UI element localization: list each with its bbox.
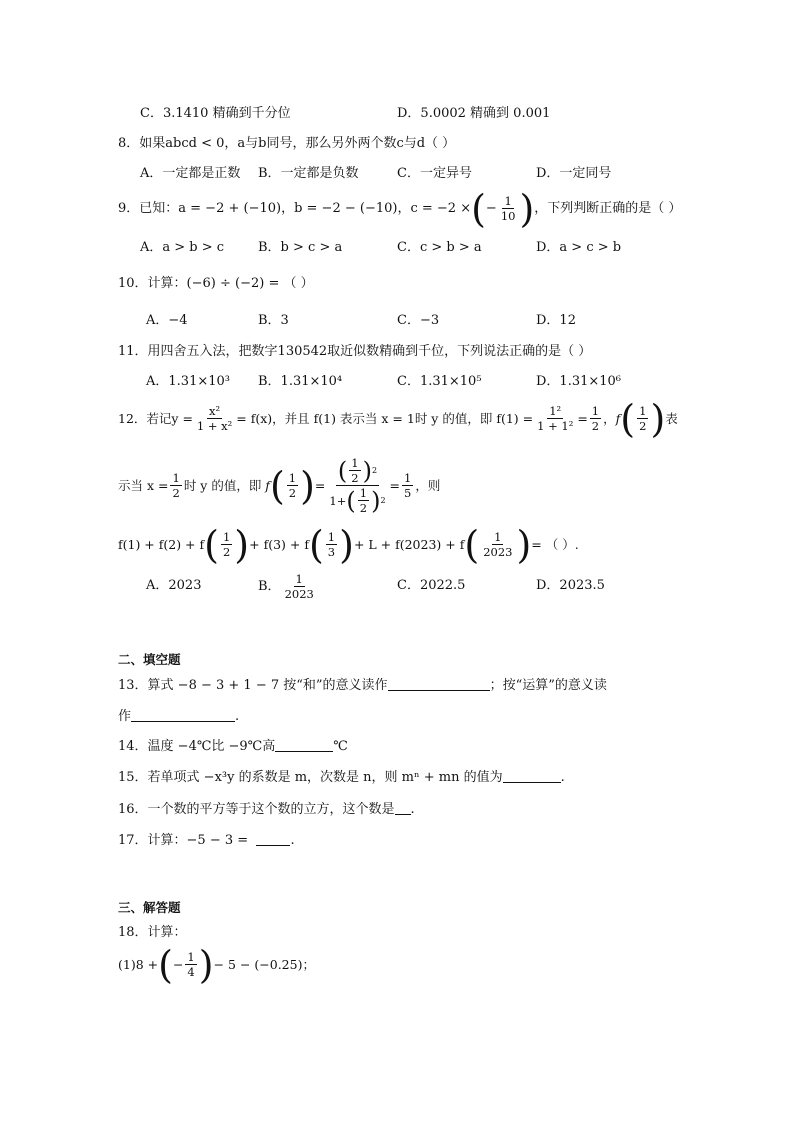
q12-big-frac-den bbox=[327, 486, 387, 515]
q12-line-2 bbox=[118, 456, 440, 515]
q12-paren2-open: ( bbox=[269, 463, 285, 508]
q12-sum-d: = （ ）. bbox=[531, 536, 579, 552]
q7-option-d: D．5.0002 精确到 0.001 bbox=[397, 106, 551, 121]
q12-sum-c: + L + f(2023) + f bbox=[353, 536, 465, 552]
q12-frac-half-d-num: 1 bbox=[288, 471, 297, 485]
q9-paren-open: ( bbox=[471, 186, 486, 231]
q12-eq3: = bbox=[389, 477, 401, 493]
q12-frac-half-d-den: 2 bbox=[288, 486, 297, 500]
q12-paren-open: ( bbox=[620, 396, 636, 441]
q12-frac-half-c-den: 2 bbox=[172, 486, 180, 500]
q12-option-b bbox=[258, 572, 318, 601]
q12-line1-end: 表 bbox=[665, 410, 678, 426]
q12-big-fraction bbox=[327, 456, 387, 515]
q12-eq2: = bbox=[314, 477, 326, 493]
q12-sum-b: + f(3) + f bbox=[249, 536, 309, 552]
q9-frac-den: 10 bbox=[500, 209, 516, 223]
q12-bf-po2: ( bbox=[346, 486, 356, 515]
q18-expr-b: − 5 − (−0.25)； bbox=[213, 956, 315, 972]
q12-frac-x2-den: 1 + x² bbox=[196, 419, 233, 433]
q18-expr bbox=[118, 942, 315, 987]
q9-frac-num: 1 bbox=[504, 194, 512, 208]
q18-label: 18．计算： bbox=[118, 925, 187, 940]
q12-eq: = bbox=[577, 410, 588, 426]
q9-minus: − bbox=[485, 200, 497, 216]
q9-paren-close: ) bbox=[519, 186, 535, 231]
q12-option-b-label: B． bbox=[258, 578, 281, 594]
q8-option-a: A．一定都是正数 bbox=[140, 166, 241, 181]
q12-frac-2023-num: 1 bbox=[494, 530, 502, 544]
q12-comma: ，f bbox=[603, 410, 621, 426]
q12-option-b-den: 2023 bbox=[284, 587, 314, 601]
q18-frac-den: 4 bbox=[187, 965, 195, 979]
q12-f2: f bbox=[261, 477, 270, 493]
q8-option-c: C．一定异号 bbox=[397, 166, 472, 181]
q13-text-b: ；按“运算”的意义读 bbox=[489, 678, 607, 693]
q12-s-pc2: ) bbox=[339, 522, 354, 567]
q12-option-a: A．2023 bbox=[146, 578, 202, 593]
q12-bf-sq: 2 bbox=[371, 465, 378, 475]
q12-frac-half-a-den: 2 bbox=[591, 419, 600, 433]
q12-s-po2: ( bbox=[308, 522, 324, 567]
q12-frac-half-f-den: 2 bbox=[359, 501, 368, 515]
q12-line-3 bbox=[118, 522, 579, 567]
q13-text-c: 作 bbox=[118, 709, 132, 724]
q12-frac-x2-num: x² bbox=[209, 404, 221, 418]
q12-paren-close: ) bbox=[650, 396, 666, 441]
q12-frac-1 bbox=[535, 404, 575, 433]
q18-paren-open: ( bbox=[158, 942, 173, 987]
q12-sum-a: f(1) + f(2) + f bbox=[118, 536, 205, 552]
q18-expr-a: (1)8 + bbox=[118, 956, 159, 972]
q12-frac-1-num: 1² bbox=[549, 404, 562, 418]
q14-text-a: 14．温度 −4℃比 −9℃高 bbox=[118, 739, 276, 754]
q12-s-po3: ( bbox=[464, 522, 480, 567]
q12-frac-half-g-num: 1 bbox=[222, 530, 231, 544]
q9-option-a: A．a > b > c bbox=[140, 240, 225, 255]
q14-text-b: ℃ bbox=[333, 739, 348, 754]
q12-frac-half-g-den: 2 bbox=[222, 545, 231, 559]
q12-frac-third-den: 3 bbox=[327, 545, 336, 559]
q16-text-b: . bbox=[410, 802, 415, 817]
q13-text-d: . bbox=[235, 709, 240, 724]
q16 bbox=[118, 800, 415, 820]
q12-big-frac-num bbox=[336, 456, 379, 486]
q12-s-po1: ( bbox=[204, 522, 219, 567]
q12-frac-fifth-num: 1 bbox=[404, 471, 412, 485]
q16-blank[interactable] bbox=[395, 800, 411, 815]
q12-bf-pc2: ) bbox=[371, 486, 381, 515]
q18-minus: − bbox=[172, 956, 184, 972]
q15-blank[interactable] bbox=[503, 768, 561, 783]
q12-frac-third bbox=[326, 530, 337, 559]
q12-bf-pc: ) bbox=[362, 456, 372, 485]
q12-line-1 bbox=[118, 396, 678, 441]
q12-bf-one: 1+ bbox=[329, 493, 347, 508]
q17 bbox=[118, 831, 295, 851]
q9-stem-pre: 9．已知：a = −2 + (−10)，b = −2 − (−10)，c = −2 × bbox=[118, 200, 472, 216]
q13-text-a: 13．算式 −8 − 3 + 1 − 7 按“和”的意义读作 bbox=[118, 678, 388, 693]
q11-option-a: A．1.31×10³ bbox=[146, 374, 230, 389]
q12-s-pc1: ) bbox=[234, 522, 250, 567]
q12-frac-half-g bbox=[221, 530, 232, 559]
q9-stem-post: ，下列判断正确的是（ ） bbox=[534, 200, 682, 216]
q12-frac-half-f-num: 1 bbox=[359, 486, 368, 500]
q16-text-a: 16．一个数的平方等于这个数的立方，这个数是 bbox=[118, 802, 395, 817]
q12-part1: y = bbox=[171, 410, 193, 426]
q11-option-b: B．1.31×10⁴ bbox=[258, 374, 343, 389]
q12-frac-x2 bbox=[195, 404, 234, 433]
q12-frac-half-a bbox=[590, 404, 601, 433]
q9-option-b: B．b > c > a bbox=[258, 240, 343, 255]
q15 bbox=[118, 768, 565, 788]
q14-blank[interactable] bbox=[275, 737, 333, 752]
q12-frac-fifth bbox=[402, 471, 413, 500]
q12-bf-sq2: 2 bbox=[380, 495, 386, 505]
q13-line-2 bbox=[118, 707, 239, 727]
q7-option-c: C．3.1410 精确到千分位 bbox=[140, 106, 291, 121]
q9-option-d: D．a > c > b bbox=[536, 240, 622, 255]
q12-option-b-frac bbox=[283, 572, 316, 601]
q12-s-pc3: ) bbox=[516, 522, 532, 567]
q12-option-d: D．2023.5 bbox=[536, 578, 605, 593]
q12-line2-end: ，则 bbox=[415, 477, 441, 493]
q12-frac-half-f bbox=[358, 486, 369, 515]
q13-blank-1[interactable] bbox=[388, 676, 490, 691]
q18-paren-close: ) bbox=[198, 942, 214, 987]
q14 bbox=[118, 737, 348, 757]
q12-frac-half-d bbox=[287, 471, 298, 500]
q12-bf-po: ( bbox=[337, 456, 348, 485]
q11-option-c: C．1.31×10⁵ bbox=[397, 374, 482, 389]
q13-blank-2[interactable] bbox=[131, 707, 235, 722]
section-fill-in: 二、填空题 bbox=[118, 652, 181, 667]
q12-fx: = f(x)，并且 f(1) 表示当 x = 1时 y 的值，即 f(1) = bbox=[236, 410, 534, 426]
q12-frac-half-a-num: 1 bbox=[591, 404, 600, 418]
q8-stem: 8．如果abcd < 0，a与b同号，那么另外两个数c与d（ ） bbox=[118, 136, 456, 151]
q10-option-b: B．3 bbox=[258, 313, 289, 328]
q12-frac-half-e-den: 2 bbox=[351, 471, 359, 485]
q12-frac-half-c bbox=[170, 471, 181, 500]
q18-frac-num: 1 bbox=[187, 950, 195, 964]
q10-option-d: D．12 bbox=[536, 313, 576, 328]
q11-stem: 11．用四舍五入法，把数字130542取近似数精确到千位，下列说法正确的是（ ） bbox=[118, 344, 592, 359]
q17-blank[interactable] bbox=[256, 831, 290, 846]
q15-text-b: . bbox=[560, 770, 565, 785]
q12-frac-half-b-num: 1 bbox=[639, 404, 647, 418]
q12-frac-half-e bbox=[349, 456, 360, 485]
q17-text-b: . bbox=[290, 833, 295, 848]
q13-line-1 bbox=[118, 676, 607, 696]
q10-option-a: A．−4 bbox=[146, 313, 188, 328]
q9-fraction bbox=[499, 194, 518, 223]
q12-frac-half-b bbox=[637, 404, 648, 433]
q11-option-d: D．1.31×10⁶ bbox=[536, 374, 622, 389]
q12-paren2-close: ) bbox=[300, 463, 315, 508]
q8-option-b: B．一定都是负数 bbox=[258, 166, 359, 181]
q12-option-b-num: 1 bbox=[295, 572, 303, 586]
q12-frac-half-c-num: 1 bbox=[172, 471, 180, 485]
q9-stem bbox=[118, 186, 682, 231]
q12-frac-third-num: 1 bbox=[327, 530, 336, 544]
q12-frac-half-e-num: 1 bbox=[351, 456, 359, 470]
section-solve: 三、解答题 bbox=[118, 900, 181, 915]
q12-line2-start: 示当 x = bbox=[118, 477, 169, 493]
q12-label: 12．若记 bbox=[118, 410, 172, 426]
q12-frac-1-den: 1 + 1² bbox=[537, 419, 574, 433]
q9-option-c: C．c > b > a bbox=[397, 240, 482, 255]
q12-frac-half-b-den: 2 bbox=[639, 419, 647, 433]
q17-text-a: 17．计算：−5 − 3 = bbox=[118, 833, 249, 848]
q8-option-d: D．一定同号 bbox=[536, 166, 612, 181]
q10-stem: 10．计算：(−6) ÷ (−2) = （ ） bbox=[118, 276, 314, 291]
q12-frac-2023 bbox=[481, 530, 514, 559]
q10-option-c: C．−3 bbox=[397, 313, 440, 328]
q12-frac-fifth-den: 5 bbox=[404, 486, 412, 500]
q15-text-a: 15．若单项式 −x³y 的系数是 m，次数是 n，则 mⁿ + mn 的值为 bbox=[118, 770, 503, 785]
q12-line2-mid: 时 y 的值，即 bbox=[183, 477, 262, 493]
q18-fraction bbox=[185, 950, 196, 979]
q12-frac-2023-den: 2023 bbox=[483, 545, 513, 559]
q12-option-c: C．2022.5 bbox=[397, 578, 466, 593]
